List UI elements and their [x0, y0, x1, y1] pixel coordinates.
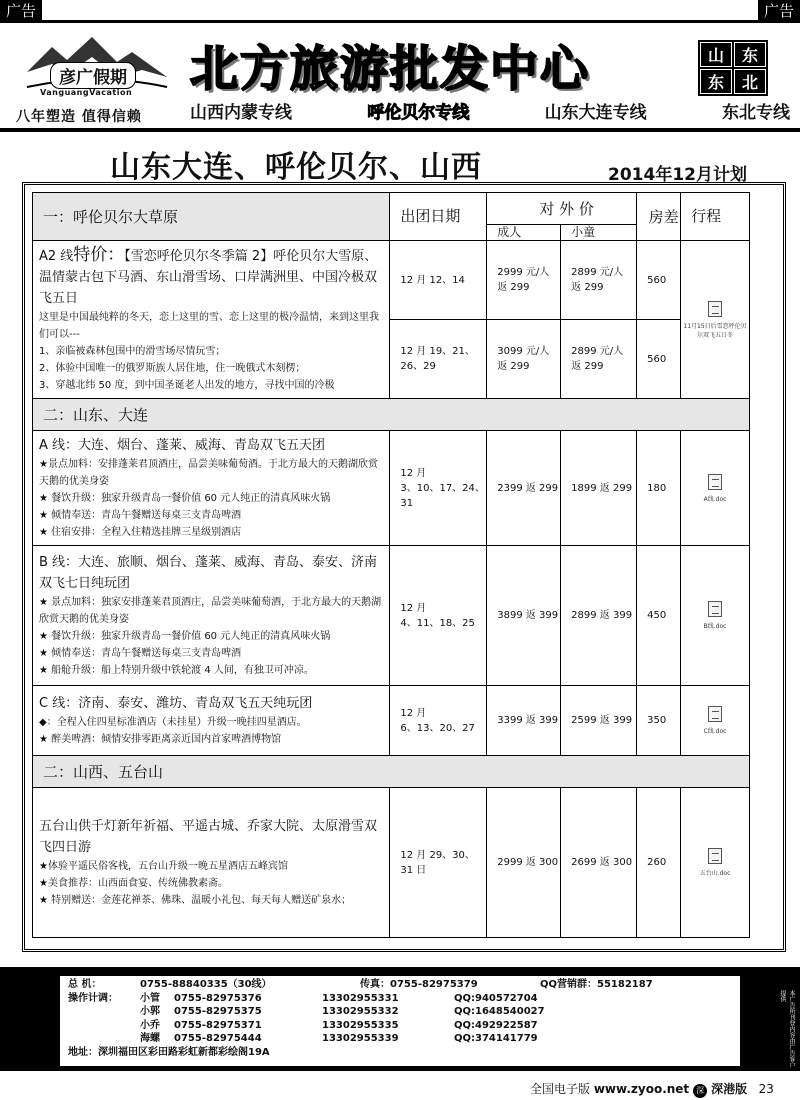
tour-title: A 线：大连、烟台、蓬莱、威海、青岛双飞五天团 [39, 438, 326, 453]
child-price: 1899 返 299 [561, 431, 637, 546]
top-divider [0, 20, 800, 23]
adult-price: 3899 返 399 [487, 546, 561, 686]
contact-name: 小管 [140, 992, 160, 1004]
contact-tel: 0755-82975375 [174, 1006, 262, 1017]
departure-dates [390, 546, 487, 686]
contact-tel: 0755-82975376 [174, 992, 262, 1004]
route-line: 山西内蒙专线 [190, 103, 292, 123]
adult-price [487, 320, 561, 399]
room-diff: 350 [637, 686, 681, 756]
contact-tel: 0755-82975371 [174, 1019, 262, 1031]
section-row [33, 756, 750, 788]
contact-name: 小郭 [140, 1006, 160, 1017]
address-row [68, 1046, 732, 1060]
route-line: 山东大连专线 [544, 103, 647, 123]
dates: 6、13、20、27 [400, 722, 475, 734]
child-price: 2699 返 300 [561, 788, 637, 938]
badge-char: 东 [734, 42, 766, 67]
departure-dates: 12 月 19、21、26、29 [390, 320, 487, 399]
tour-row-a [33, 431, 750, 546]
tour-desc [33, 241, 390, 399]
child-rebate: 返 299 [571, 282, 604, 293]
tour-detail: ★ 住宿安排：全程入住精选挂牌三星级别酒店 [39, 527, 242, 538]
badge-char: 山 [700, 42, 732, 67]
ad-disclaimer: 本广告所刊登内容由广告客户提供 [779, 990, 795, 1068]
tour-detail: ★ 醉美啤酒：倾情安排零距离亲近国内首家啤酒博物馆 [39, 734, 282, 745]
adult-price [487, 241, 561, 320]
tour-desc [33, 788, 390, 938]
col-date: 出团日期 [390, 193, 487, 241]
col-price: 对 外 价 [487, 193, 637, 225]
badge-char: 东 [700, 69, 732, 94]
col-diff: 房差 [637, 193, 681, 241]
col-child: 小童 [561, 225, 637, 241]
doc-name: B线.doc [703, 623, 727, 630]
tour-detail: 2、体验中国唯一的俄罗斯族人居住地，住一晚俄式木刻楞； [39, 363, 306, 374]
tour-title: B 线：大连、旅顺、烟台、蓬莱、威海、青岛、泰安、济南双飞七日纯玩团 [39, 555, 378, 591]
contact-box [60, 976, 740, 1066]
room-diff: 560 [637, 320, 681, 399]
ad-tag-right: 广告 [758, 0, 800, 22]
route-line: 东北专线 [721, 103, 790, 123]
plan-date: 2014年12月计划 [608, 165, 747, 185]
tour-detail: ★ 景点加料：独家安排蓬莱君顶酒庄，品尝美味葡萄酒，于北方最大的天鹅湖欣赏天鹅的优美身姿 [39, 597, 382, 625]
adult-rebate: 返 299 [497, 361, 530, 372]
brand-title: 北方旅游批发中心 [190, 41, 591, 97]
tour-price-table [32, 192, 750, 938]
tour-detail: ★ 特别赠送：金莲花禅茶、佛珠、温暖小礼包、每天每人赠送矿泉水； [39, 895, 352, 906]
tour-row-a2 [33, 241, 750, 320]
tour-title: 【雪恋呼伦贝尔冬季篇 2】呼伦贝尔大雪原、温情蒙古包下马酒、东山滑雪场、口岸满洲里、中国冷极双飞五日 [39, 249, 378, 306]
contact-main-row [68, 978, 732, 992]
departure-dates [390, 431, 487, 546]
page-number: 23 [758, 1082, 774, 1096]
contact-row [68, 1005, 732, 1019]
tour-detail: ★体验平遥民俗客栈，五台山升级一晚五星酒店五峰宾馆 [39, 861, 288, 872]
document-icon [708, 848, 722, 864]
contact-row [68, 1032, 732, 1046]
contact-qq: QQ:1648540027 [454, 1006, 545, 1017]
logo-subtitle: VanguangVacation [40, 88, 133, 97]
motto: 八年塑造 值得信赖 [16, 109, 142, 125]
contact-qq: QQ:492922587 [454, 1019, 538, 1031]
route-line: 呼伦贝尔专线 [367, 103, 470, 123]
itinerary-doc-link[interactable] [681, 431, 750, 546]
adult-price-value: 2999 元/人 [497, 267, 550, 278]
month: 12 月 [400, 707, 427, 719]
tour-detail: ◆：全程入住四星标准酒店（未挂星）升级一晚挂四星酒店。 [39, 717, 307, 728]
route-lines [190, 98, 790, 123]
child-price-value: 2899 元/人 [571, 346, 624, 357]
tour-detail: 1、亲临被森林包围中的滑雪场尽情玩雪； [39, 346, 226, 357]
qq-group: 55182187 [597, 979, 653, 990]
edition-label: 全国电子版 [530, 1082, 591, 1096]
dates: 3、10、17、24、31 [400, 482, 485, 509]
room-diff: 450 [637, 546, 681, 686]
qq-group-label: QQ营销群： [540, 979, 598, 990]
tour-title: 五台山供千灯新年祈福、平遥古城、乔家大院、太原滑雪双飞四日游 [39, 819, 378, 855]
tour-row-wutai [33, 788, 750, 938]
website-link[interactable]: www.zyoo.net [593, 1082, 690, 1096]
page-headline: 山东大连、呼伦贝尔、山西 [110, 150, 482, 185]
section-row [33, 399, 750, 431]
room-diff: 560 [637, 241, 681, 320]
col-adult: 成人 [487, 225, 561, 241]
adult-price: 2399 返 299 [487, 431, 561, 546]
tour-desc [33, 546, 390, 686]
child-price: 2599 返 399 [561, 686, 637, 756]
tour-title: C 线：济南、泰安、潍坊、青岛双飞五天纯玩团 [39, 696, 313, 711]
contact-mobile: 13302955331 [322, 992, 399, 1004]
region-circle-icon: 深 [693, 1084, 707, 1098]
tour-detail: ★美食推荐：山西面食宴、传统佛教素斋。 [39, 878, 228, 889]
month: 12 月 [400, 602, 427, 614]
page-footer [530, 1080, 774, 1098]
child-price [561, 241, 637, 320]
col-itinerary: 行程 [681, 193, 750, 241]
tour-desc [33, 431, 390, 546]
document-icon [708, 601, 722, 617]
document-icon [708, 706, 722, 722]
adult-price-value: 3099 元/人 [497, 346, 550, 357]
doc-name: 五台山.doc [699, 870, 731, 877]
badge-char: 北 [734, 69, 766, 94]
tour-detail: ★ 倾情奉送：青岛午餐赠送每桌三支青岛啤酒 [39, 648, 242, 659]
main-phone: 0755-88840335（30线） [140, 979, 272, 990]
tour-detail: 3、穿越北纬 50 度，到中国圣诞老人出发的地方，寻找中国的冷极 [39, 380, 335, 391]
adult-rebate: 返 299 [497, 282, 530, 293]
fax-number: 0755-82975379 [390, 979, 478, 990]
tour-detail: ★景点加料：安排蓬莱君顶酒庄，品尝美味葡萄酒。于北方最大的天鹅湖欣赏天鹅的优美身姿 [39, 459, 378, 487]
itinerary-doc-link[interactable] [681, 788, 750, 938]
month: 12 月 [400, 467, 427, 479]
contact-name: 小乔 [140, 1019, 160, 1031]
contact-mobile: 13302955335 [322, 1019, 399, 1031]
tour-detail: ★ 倾情奉送：青岛午餐赠送每桌三支青岛啤酒 [39, 510, 242, 521]
region-badge [698, 40, 768, 96]
tour-detail: ★ 餐饮升级：独家升级青岛一餐价值 60 元人纯正的清真风味火锅 [39, 493, 331, 504]
document-icon [708, 474, 722, 490]
contact-name: 海螺 [140, 1033, 160, 1044]
tour-detail: ★ 餐饮升级：独家升级青岛一餐价值 60 元人纯正的清真风味火锅 [39, 631, 331, 642]
fax-label: 传真： [360, 979, 390, 990]
dates: 4、11、18、25 [400, 617, 475, 629]
section-label: 一：呼伦贝尔大草原 [33, 193, 390, 241]
adult-price: 2999 返 300 [487, 788, 561, 938]
adult-price: 3399 返 399 [487, 686, 561, 756]
logo-text: 彦广假期 [50, 62, 136, 89]
address: 深圳福田区彩田路彩虹新都彩绘阁19A [98, 1046, 270, 1058]
contact-tel: 0755-82975444 [174, 1033, 262, 1044]
contact-row [68, 992, 732, 1006]
section-label: 二：山东、大连 [33, 399, 750, 431]
child-price: 2899 返 399 [561, 546, 637, 686]
doc-name: C线.doc [703, 728, 727, 735]
tour-row-c [33, 686, 750, 756]
ops-label: 操作计调： [68, 992, 118, 1004]
contact-mobile: 13302955339 [322, 1033, 399, 1044]
table-header-row [33, 193, 750, 225]
section-label: 二：山西、五台山 [33, 756, 750, 788]
main-phone-label: 总 机： [68, 979, 102, 990]
itinerary-doc-link[interactable] [681, 546, 750, 686]
doc-name: A线.doc [703, 495, 727, 503]
contact-mobile: 13302955332 [322, 1006, 399, 1017]
tour-row-b [33, 546, 750, 686]
edition-name: 深港版 [711, 1082, 748, 1096]
special-price-label: 特价： [73, 245, 125, 265]
itinerary-doc-link[interactable] [681, 686, 750, 756]
room-diff: 260 [637, 788, 681, 938]
child-price-value: 2899 元/人 [571, 267, 624, 278]
contact-row [68, 1019, 732, 1033]
ad-tag-left: 广告 [0, 0, 42, 22]
address-label: 地址： [68, 1046, 98, 1058]
tour-detail: 这里是中国最纯粹的冬天，恋上这里的雪、恋上这里的极冷温情，来到这里我们可以--- [39, 312, 379, 340]
room-diff: 180 [637, 431, 681, 546]
contact-qq: QQ:940572704 [454, 992, 538, 1004]
departure-dates [390, 686, 487, 756]
departure-dates: 12 月 29、30、31 日 [390, 788, 487, 938]
tour-desc [33, 686, 390, 756]
tour-detail: ★ 船舱升级：船上特别升级中铁轮渡 4 人间，有独卫可冲凉。 [39, 665, 314, 676]
document-icon [708, 301, 722, 317]
doc-name: 11月15日后雪恋呼伦贝尔双飞五日冬 [683, 322, 747, 339]
contact-qq: QQ:374141779 [454, 1033, 538, 1044]
itinerary-doc-link[interactable] [681, 241, 750, 399]
header-divider [0, 128, 800, 132]
departure-dates: 12 月 12、14 [390, 241, 487, 320]
tour-code: A2 线 [39, 249, 74, 264]
child-price [561, 320, 637, 399]
child-rebate: 返 299 [571, 361, 604, 372]
